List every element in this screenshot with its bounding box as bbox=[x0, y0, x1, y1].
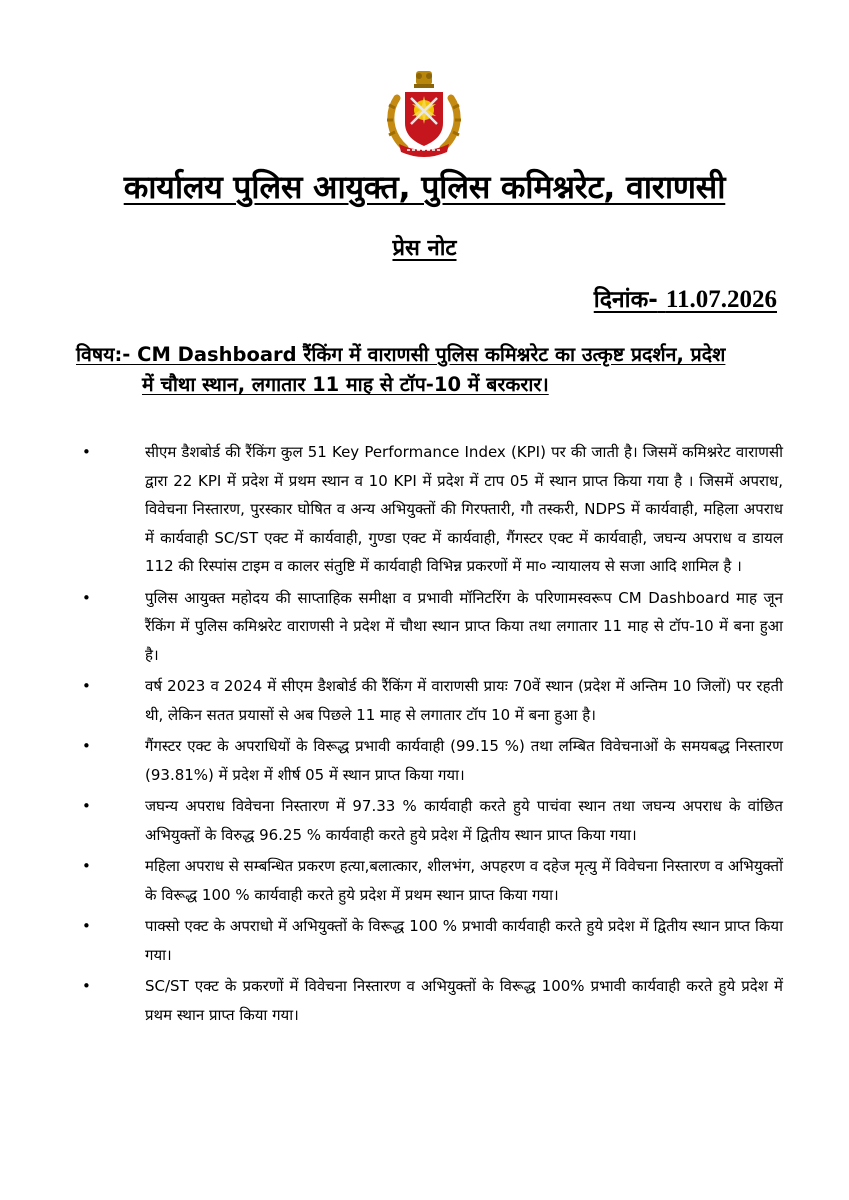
date-line bbox=[594, 282, 777, 314]
list-item bbox=[0, 852, 849, 909]
page-title: कार्यालय पुलिस आयुक्त, पुलिस कमिश्नरेट, वाराणसी bbox=[123, 168, 726, 206]
list-item-text: महिला अपराध से सम्बन्धित प्रकरण हत्या,बलात्कार, शीलभंग, अपहरण व दहेज मृत्यु में विवेचना निस्तारण व अभियुक्तों के विरूद्ध 100 % कार्यवाही करते हुये प्रदेश में प्रथम स्थान प्राप्त किया गया। bbox=[145, 857, 783, 904]
bullet-icon: • bbox=[82, 677, 91, 695]
list-item-text: जघन्य अपराध विवेचना निस्तारण में 97.33 % कार्यवाही करते हुये पाचंवा स्थान तथा जघन्य अपराध के वांछित अभियुक्तों के विरुद्ध 96.25 % कार्यवाही करते हुये प्रदेश में द्वितीय स्थान प्राप्त किया गया। bbox=[145, 797, 783, 844]
subject-block bbox=[76, 340, 788, 400]
bullet-icon: • bbox=[82, 588, 91, 607]
bullet-icon: • bbox=[82, 737, 91, 755]
date-value: 11.07.2026 bbox=[665, 286, 777, 313]
list-item bbox=[0, 732, 849, 789]
subject-text-1: CM Dashboard रैंकिंग में वाराणसी पुलिस कमिश्नरेट का उत्कृष्ट प्रदर्शन, प्रदेश bbox=[130, 343, 726, 366]
bullet-icon: • bbox=[82, 977, 91, 995]
list-item-text: वर्ष 2023 व 2024 में सीएम डैशबोर्ड की रैंकिंग में वाराणसी प्रायः 70वें स्थान (प्रदेश में अन्तिम 10 जिलों) पर रहती थी, लेकिन सतत प्रयासों से अब पिछले 11 माह से लगातार टॉप 10 में बना हुआ है। bbox=[145, 677, 783, 724]
list-item bbox=[0, 672, 849, 729]
subject-line-2: में चौथा स्थान, लगातार 11 माह से टॉप-10 में बरकरार। bbox=[142, 373, 549, 396]
list-item bbox=[0, 438, 849, 581]
list-item-text: पुलिस आयुक्त महोदय की साप्ताहिक समीक्षा व प्रभावी मॉनिटरिंग के परिणामस्वरूप CM Dashboard माह जून रैंकिंग में पुलिस कमिश्नरेट वाराणसी ने प्रदेश में चौथा स्थान प्राप्त किया तथा लगातार 11 माह से टॉप-10 में बना हुआ है। bbox=[145, 588, 783, 664]
list-item bbox=[0, 912, 849, 969]
list-item bbox=[0, 972, 849, 1029]
bullet-icon: • bbox=[82, 857, 91, 875]
list-item bbox=[0, 584, 849, 670]
subject-line-1 bbox=[76, 340, 788, 370]
subject-label: विषय:- bbox=[76, 343, 131, 366]
list-item-text: पाक्सो एक्ट के अपराधो में अभियुक्तों के विरूद्ध 100 % प्रभावी कार्यवाही करते हुये प्रदेश में द्वितीय स्थान प्राप्त किया गया। bbox=[145, 917, 783, 964]
date-label: दिनांक- bbox=[593, 287, 658, 313]
bullet-icon: • bbox=[82, 797, 91, 815]
list-item-text: SC/ST एक्ट के प्रकरणों में विवेचना निस्तारण व अभियुक्तों के विरूद्ध 100% प्रभावी कार्यवाही करते हुये प्रदेश में प्रथम स्थान प्राप्त किया गया। bbox=[145, 977, 783, 1024]
bullet-icon: • bbox=[82, 917, 91, 935]
list-item bbox=[0, 792, 849, 849]
bullet-list bbox=[0, 438, 849, 1032]
bullet-icon: • bbox=[82, 443, 91, 461]
list-item-text: गैंगस्टर एक्ट के अपराधियों के विरूद्ध प्रभावी कार्यवाही (99.15 %) तथा लम्बित विवेचनाओं के समयबद्ध निस्तारण (93.81%) में प्रदेश में शीर्ष 05 में स्थान प्राप्त किया गया। bbox=[145, 737, 783, 784]
list-item-text: सीएम डैशबोर्ड की रैंकिंग कुल 51 Key Performance Index (KPI) पर की जाती है। जिसमें कमिश्नरेट वाराणसी द्वारा 22 KPI में प्रदेश में प्रथम स्थान व 10 KPI में प्रदेश में टाप 05 में स्थान प्राप्त किया गया है । जिसमें अपराध, विवेचना निस्तारण, पुरस्कार घोषित व अन्य अभियुक्तों की गिरफ्तारी, गौ तस्करी, NDPS में कार्यवाही, महिला अपराध में कार्यवाही SC/ST एक्ट में कार्यवाही, गुण्डा एक्ट में कार्यवाही, गैंगस्टर एक्ट में कार्यवाही, जघन्य अपराध व डायल 112 की रिस्पांस टाइम व कालर संतुष्टि में कार्यवाही विभिन्न प्रकरणों में मा० न्यायालय से सजा आदि शामिल है । bbox=[145, 443, 783, 575]
press-note-heading: प्रेस नोट bbox=[392, 236, 457, 261]
up-police-emblem-icon bbox=[383, 68, 465, 158]
